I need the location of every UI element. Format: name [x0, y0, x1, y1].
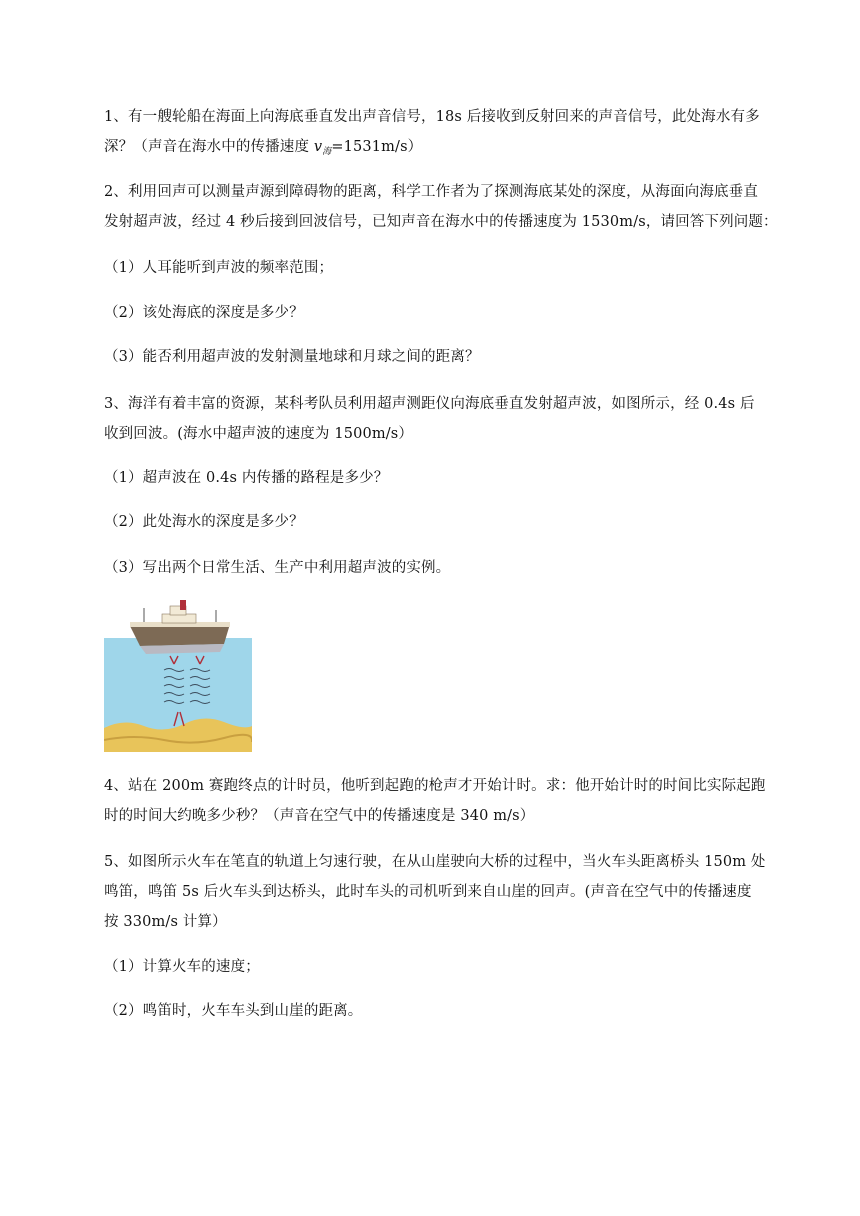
q2-sub1: （1）人耳能听到声波的频率范围；: [104, 260, 334, 276]
ship-sonar-illustration: [104, 600, 252, 752]
q2-sub2: （2）该处海底的深度是多少？: [104, 305, 304, 321]
q3-sub2: （2）此处海水的深度是多少？: [104, 514, 304, 530]
q1-line2-post: =1531m/s）: [331, 139, 423, 155]
q3-line2: 收到回波。(海水中超声波的速度为 1500m/s）: [104, 426, 413, 442]
q3-line1: 3、海洋有着丰富的资源，某科考队员利用超声测距仪向海底垂直发射超声波，如图所示，经 0.4s 后: [104, 396, 755, 412]
q3-sub1: （1）超声波在 0.4s 内传播的路程是多少？: [104, 470, 389, 486]
q2-sub3: （3）能否利用超声波的发射测量地球和月球之间的距离？: [104, 349, 480, 365]
q5-sub1: （1）计算火车的速度；: [104, 959, 260, 975]
q1-line1: 1、有一艘轮船在海面上向海底垂直发出声音信号，18s 后接收到反射回来的声音信号，此处海水有多: [104, 109, 760, 125]
q1-line2: [104, 137, 804, 159]
q5-line2: 鸣笛，鸣笛 5s 后火车头到达桥头，此时车头的司机听到来自山崖的回声。(声音在空气中的传播速度: [104, 884, 752, 900]
q1-line2-pre: 深？（声音在海水中的传播速度: [104, 139, 314, 155]
q5-line3: 按 330m/s 计算）: [104, 914, 227, 930]
q1-speed-subscript: 海: [322, 147, 332, 157]
q2-line1: 2、利用回声可以测量声源到障碍物的距离，科学工作者为了探测海底某处的深度，从海面向海底垂直: [104, 184, 758, 200]
q5-line1: 5、如图所示火车在笔直的轨道上匀速行驶，在从山崖驶向大桥的过程中，当火车头距离桥头 150m 处: [104, 854, 766, 870]
q4-line1: 4、站在 200m 赛跑终点的计时员，他听到起跑的枪声才开始计时。求：他开始计时的时间比实际起跑: [104, 778, 766, 794]
q4-line2: 时的时间大约晚多少秒？（声音在空气中的传播速度是 340 m/s）: [104, 808, 535, 824]
q1-speed-symbol: v: [313, 139, 323, 155]
q5-sub2: （2）鸣笛时，火车车头到山崖的距离。: [104, 1003, 363, 1019]
q3-sub3: （3）写出两个日常生活、生产中利用超声波的实例。: [104, 560, 451, 576]
ship-sonar-icon: [104, 600, 252, 752]
q2-line2: 发射超声波，经过 4 秒后接到回波信号，已知声音在海水中的传播速度为 1530m/s，请回答下列问题：: [104, 214, 778, 230]
